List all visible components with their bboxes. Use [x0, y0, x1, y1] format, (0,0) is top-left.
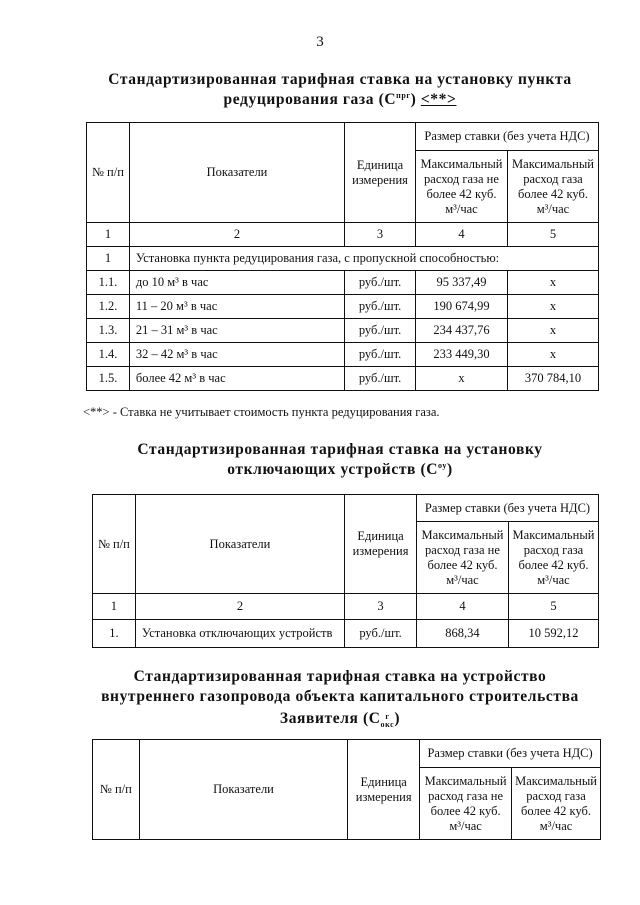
row-label: Установка отключающих устройств [135, 620, 344, 648]
col-header-rate-size: Размер ставки (без учета НДС) [420, 740, 601, 768]
group-row [87, 247, 599, 271]
section3-title-line3: Заявителя (С г окс) [279, 710, 401, 729]
row-value-le-42: 190 674,99 [416, 295, 508, 319]
row-unit: руб./шт. [345, 295, 416, 319]
col-number: 4 [416, 223, 508, 247]
table-gas-reduction [86, 122, 599, 391]
col-header-unit: Единица измерения [348, 740, 420, 840]
col-header-max-le-42: Максимальный расход газа не более 42 куб. м³/час [417, 522, 509, 594]
col-header-indicators: Показатели [139, 740, 348, 840]
row-no: 1.3. [87, 319, 130, 343]
col-header-max-gt-42: Максимальный расход газа более 42 куб. м³/час [512, 768, 601, 840]
col-number-row [93, 594, 599, 620]
row-value-le-42: 868,34 [417, 620, 509, 648]
row-no: 1. [93, 620, 136, 648]
col-header-no: № п/п [87, 123, 130, 223]
section1-title [80, 70, 600, 110]
row-value-le-42: 233 449,30 [416, 343, 508, 367]
group-no: 1 [87, 247, 130, 271]
row-no: 1.1. [87, 271, 130, 295]
col-number-row [87, 223, 599, 247]
col-number: 4 [417, 594, 509, 620]
row-unit: руб./шт. [345, 343, 416, 367]
row-value-le-42: 234 437,76 [416, 319, 508, 343]
section2-title-line2: отключающих устройств $(С^{оу})$ [227, 460, 453, 478]
row-label: 21 – 31 м³ в час [129, 319, 344, 343]
row-label: более 42 м³ в час [129, 367, 344, 391]
row-no: 1.4. [87, 343, 130, 367]
row-value-le-42: х [416, 367, 508, 391]
table-row [87, 367, 599, 391]
col-number: 1 [87, 223, 130, 247]
section2-title [80, 440, 600, 480]
col-header-indicators: Показатели [135, 495, 344, 594]
row-value-gt-42: х [507, 343, 598, 367]
row-unit: руб./шт. [345, 319, 416, 343]
row-no: 1.5. [87, 367, 130, 391]
row-label: 11 – 20 м³ в час [129, 295, 344, 319]
row-value-gt-42: х [507, 271, 598, 295]
row-value-gt-42: х [507, 319, 598, 343]
col-header-rate-size: Размер ставки (без учета НДС) [417, 495, 599, 522]
col-header-max-le-42: Максимальный расход газа не более 42 куб. м³/час [420, 768, 512, 840]
group-label: Установка пункта редуцирования газа, с пропускной способностью: [129, 247, 598, 271]
table-row [93, 620, 599, 648]
page-number: 3 [316, 34, 324, 50]
col-header-indicators: Показатели [129, 123, 344, 223]
table-row [87, 343, 599, 367]
section1-title-line1: Стандартизированная тарифная ставка на установку пункта [108, 71, 572, 88]
section2-title-line1: Стандартизированная тарифная ставка на установку [137, 441, 543, 458]
section1-title-line2: редуцирования газа $(С^{прг})$ <**> [223, 90, 457, 108]
col-number: 3 [345, 223, 416, 247]
row-value-le-42: 95 337,49 [416, 271, 508, 295]
table-internal-gas-pipeline [92, 739, 601, 840]
col-header-unit: Единица измерения [345, 495, 417, 594]
footnote-ref: <**> [420, 91, 457, 108]
col-header-no: № п/п [93, 495, 136, 594]
row-unit: руб./шт. [345, 367, 416, 391]
table-row [87, 319, 599, 343]
table-row [87, 271, 599, 295]
row-value-gt-42: х [507, 295, 598, 319]
row-value-gt-42: 10 592,12 [508, 620, 598, 648]
col-header-unit: Единица измерения [345, 123, 416, 223]
col-number: 2 [135, 594, 344, 620]
row-value-gt-42: 370 784,10 [507, 367, 598, 391]
section3-title [80, 667, 600, 729]
col-number: 5 [508, 594, 598, 620]
col-header-max-gt-42: Максимальный расход газа более 42 куб. м³/час [508, 522, 598, 594]
row-label: до 10 м³ в час [129, 271, 344, 295]
col-number: 1 [93, 594, 136, 620]
row-no: 1.2. [87, 295, 130, 319]
col-number: 5 [507, 223, 598, 247]
row-label: 32 – 42 м³ в час [129, 343, 344, 367]
col-header-no: № п/п [93, 740, 140, 840]
row-unit: руб./шт. [345, 271, 416, 295]
col-header-rate-size: Размер ставки (без учета НДС) [416, 123, 599, 151]
section3-title-line2: внутреннего газопровода объекта капитального строительства [101, 688, 579, 705]
table-shutoff-devices [92, 494, 599, 648]
footnote: <**> - Ставка не учитывает стоимость пункта редуцирования газа. [83, 405, 440, 419]
col-number: 2 [129, 223, 344, 247]
col-number: 3 [345, 594, 417, 620]
table-row [87, 295, 599, 319]
col-header-max-le-42: Максимальный расход газа не более 42 куб. м³/час [416, 151, 508, 223]
section3-title-line1: Стандартизированная тарифная ставка на устройство [133, 668, 547, 685]
row-unit: руб./шт. [345, 620, 417, 648]
col-header-max-gt-42: Максимальный расход газа более 42 куб. м³/час [507, 151, 598, 223]
